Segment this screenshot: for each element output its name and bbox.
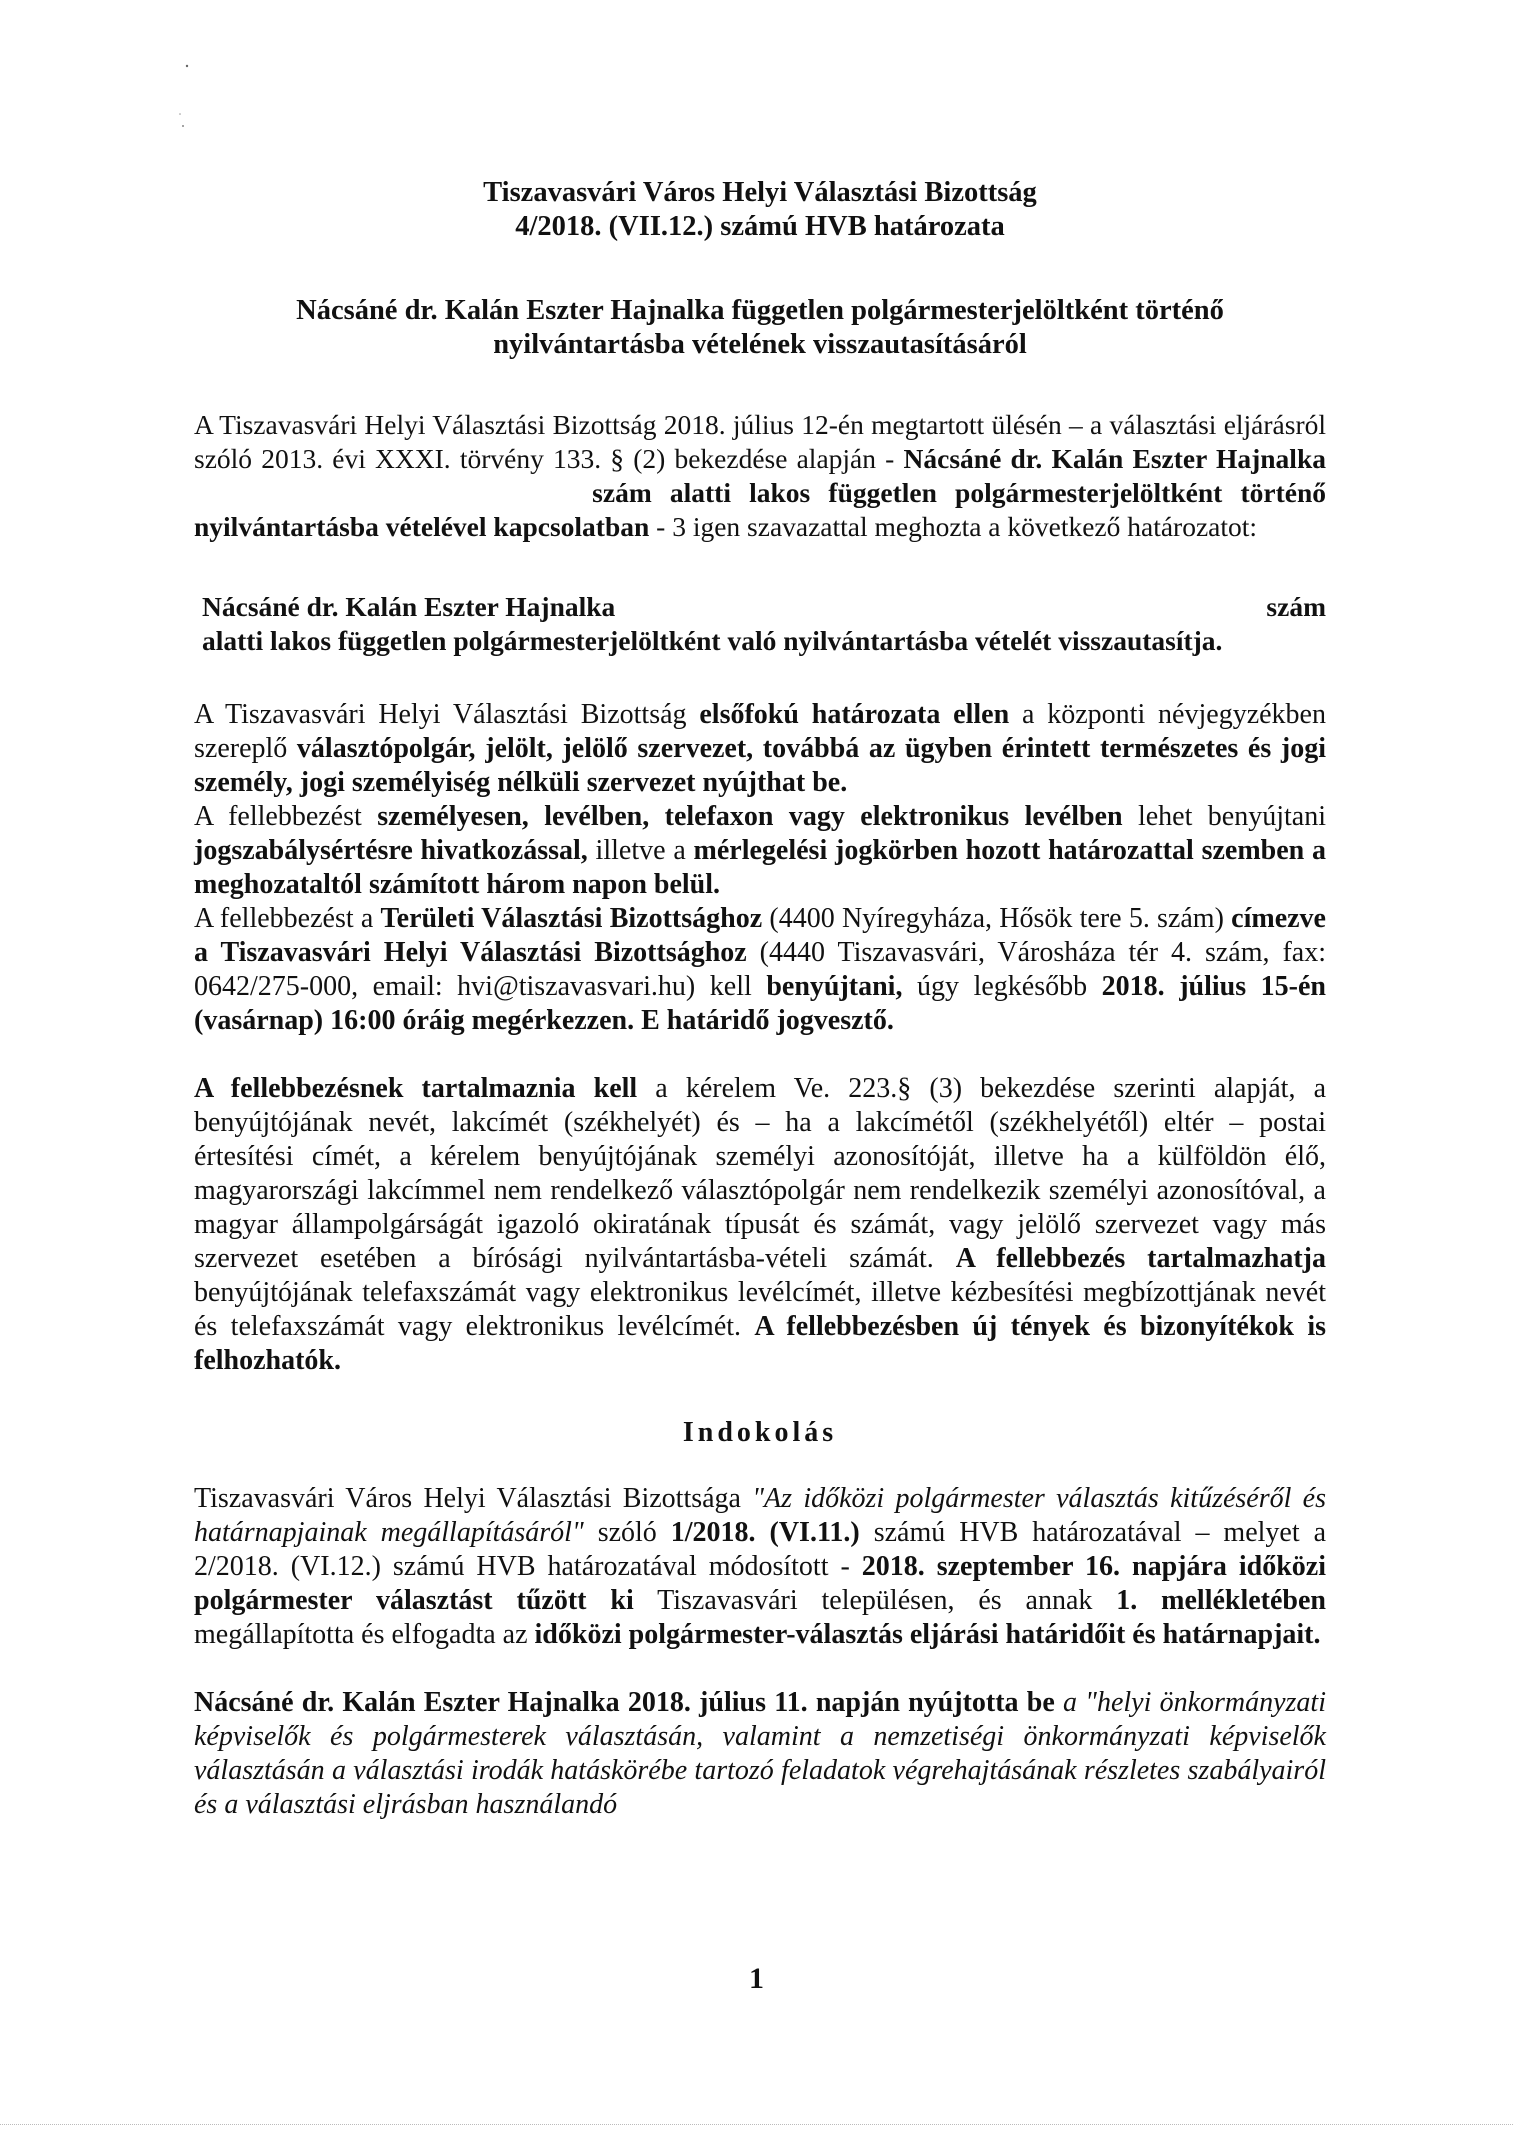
reasoning-bold: 1. mellékletében [1116, 1585, 1327, 1616]
intro-text-1: A Tiszavasvári Helyi Választási Bizottság 2018. július 12-én megtartott ülésén – a választási eljárásról szóló 2013. évi XXXI. törvény 133. § (2) bekezdése alapján - [194, 409, 1326, 474]
appeal-bold: elsőfokú határozata ellen [699, 699, 1010, 730]
appeal-bold: benyújtani, [766, 971, 903, 1002]
appeal-paragraph-3 [194, 902, 1326, 1038]
appeal-text: (4400 Nyíregyháza, Hősök tere 5. szám) [762, 903, 1232, 934]
reasoning-italic: a "helyi önkormányzati képviselők és polgármesterek választásán, valamint a nemzetiségi önkormányzati képviselők választásán a választási irodák hatáskörébe tartozó feladatok végrehajtásának részletes szabályairól és a választási eljrásban használandó [194, 1687, 1326, 1820]
document-body [194, 170, 1326, 1822]
appeal-text: úgy legkésőbb [902, 971, 1102, 1002]
appeal-text: illetve a [587, 835, 694, 866]
reasoning-bold: időközi polgármester-választás eljárási határidőit és határnapjait. [534, 1619, 1321, 1650]
page-number: 1 [749, 1962, 764, 1995]
header-title [194, 176, 1326, 244]
reasoning-paragraph-2 [194, 1686, 1326, 1822]
req-bold: A fellebbezésben új tények és bizonyítékok is felhozhatók. [194, 1311, 1326, 1376]
content-requirements [194, 1072, 1326, 1378]
appeal-bold: címezve a Tiszavasvári Helyi Választási Bizottsághoz [194, 903, 1326, 968]
reasoning-bold: 1/2018. (VI.11.) [670, 1517, 860, 1548]
req-bold: A fellebbezésnek tartalmaznia kell [194, 1073, 638, 1104]
reasoning-italic: "Az időközi polgármester választás kitűzéséről és határnapjainak megállapításáról" [194, 1483, 1327, 1548]
decision-name: Nácsáné dr. Kalán Eszter Hajnalka [202, 591, 616, 622]
appeal-bold: jogszabálysértésre hivatkozással, [194, 835, 588, 866]
reasoning-text: számú HVB határozatával – melyet a 2/2018. (VI.12.) számú HVB határozatával módosított - [194, 1517, 1327, 1582]
reasoning-text: Tiszavasvári Város Helyi Választási Bizottsága [194, 1483, 753, 1514]
intro-subject: független polgármesterjelöltként történő nyilvántartásba vételével kapcsolatban [194, 477, 1326, 542]
decision-block [194, 590, 1326, 658]
appeal-paragraph-1 [194, 698, 1326, 800]
decision-text: alatti lakos független polgármesterjelöltként való nyilvántartásba vételét visszautasítja. [202, 625, 1223, 656]
scan-edge-line [0, 2124, 1513, 2127]
appeal-text: A fellebbezést [194, 801, 378, 832]
appeal-bold: személyesen, levélben, telefaxon vagy elektronikus levélben [377, 801, 1123, 832]
appeal-text: A Tiszavasvári Helyi Választási Bizottság [194, 699, 700, 730]
subject-line-1: Nácsáné dr. Kalán Eszter Hajnalka független polgármesterjelöltként történő [296, 295, 1224, 326]
header-line-1: Tiszavasvári Város Helyi Választási Bizottság [483, 177, 1037, 208]
intro-address-suffix: szám alatti lakos [592, 477, 811, 508]
req-bold: A fellebbezés tartalmazhatja [955, 1243, 1326, 1274]
reasoning-text: Tiszavasvári településen, és annak [633, 1585, 1117, 1616]
reasoning-bold: Nácsáné dr. Kalán Eszter Hajnalka 2018. július 11. napján nyújtotta be [194, 1687, 1055, 1718]
appeal-text: (4440 Tiszavasvári, Városháza tér 4. szám, fax: 0642/275-000, email: hvi@tiszavasvari.hu) kell [194, 937, 1326, 1002]
intro-vote: - 3 igen szavazattal meghozta a következő határozatot: [649, 511, 1258, 542]
reasoning-text: megállapította és elfogadta az [194, 1619, 535, 1650]
reasoning-bold: 2018. szeptember 16. napjára időközi polgármester választást tűzött ki [194, 1551, 1326, 1616]
decision-szam: szám [1266, 591, 1326, 622]
intro-paragraph [194, 408, 1326, 544]
req-text: benyújtójának telefaxszámát vagy elektronikus levélcímét, illetve kézbesítési megbízottjának nevét és telefaxszámát vagy elektronikus levélcímét. [194, 1277, 1326, 1342]
reasoning-text: szóló [583, 1517, 671, 1548]
header-line-2: 4/2018. (VII.12.) számú HVB határozata [515, 211, 1005, 242]
intro-name: Nácsáné dr. Kalán Eszter Hajnalka [903, 443, 1326, 474]
appeal-text: A fellebbezést a [194, 903, 381, 934]
appeal-text: a központi névjegyzékben szereplő [194, 699, 1326, 764]
subject-title [194, 294, 1326, 362]
scan-specks [176, 62, 196, 142]
reasoning-title: Indokolás [682, 1417, 838, 1448]
appeal-bold: Területi Választási Bizottsághoz [380, 903, 763, 934]
appeal-bold: választópolgár, jelölt, jelölő szervezet, továbbá az ügyben érintett természetes és jogi személy, jogi személyiség nélküli szervezet nyújthat be. [194, 733, 1326, 798]
appeal-bold: mérlegelési jogkörben hozott határozattal szemben a meghozataltól számított három napon belül. [194, 835, 1326, 900]
appeal-text: lehet benyújtani [1122, 801, 1326, 832]
subject-line-2: nyilvántartásba vételének visszautasításáról [493, 329, 1027, 360]
appeal-paragraph-2 [194, 800, 1326, 902]
appeal-deadline: 2018. július 15-én (vasárnap) 16:00 óráig megérkezzen. E határidő jogvesztő. [194, 971, 1327, 1036]
reasoning-paragraph-1 [194, 1482, 1326, 1652]
req-text: a kérelem Ve. 223.§ (3) bekezdése szerinti alapját, a benyújtójának nevét, lakcímét (székhelyét) és – ha a lakcímétől (székhelyétől) eltér – postai értesítési címét, a kérelem benyújtójának személyi azonosítóját, illetve ha a külföldön élő, magyarországi lakcímmel nem rendelkező választópolgár nem rendelkezik személyi azonosítóval, a magyar állampolgárságát igazoló okiratának típusát és számát, vagy jelölő szervezet vagy más szervezet esetében a bírósági nyilvántartásba-vételi számát. [194, 1073, 1327, 1274]
